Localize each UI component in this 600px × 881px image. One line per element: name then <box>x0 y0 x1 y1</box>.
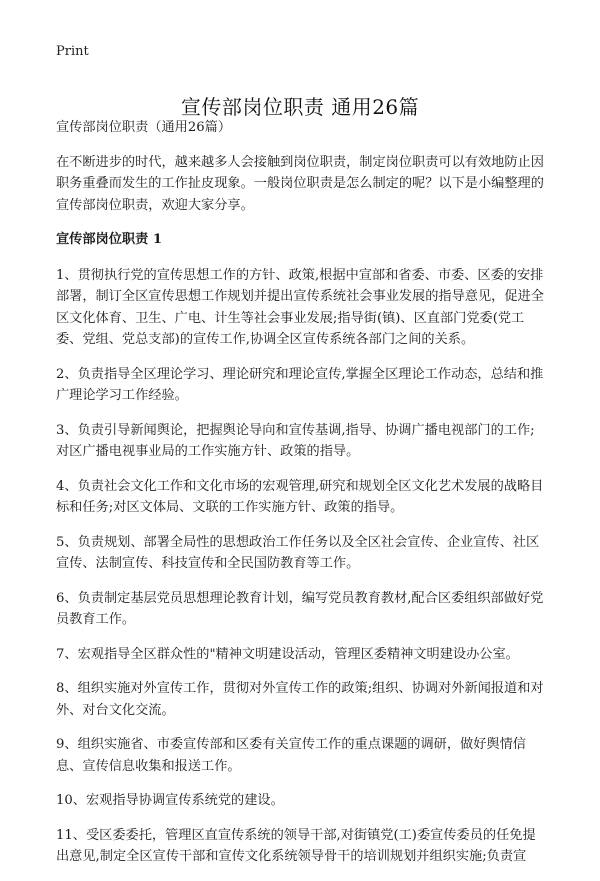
document-subtitle: 宣传部岗位职责（通用26篇） <box>56 120 232 135</box>
duty-item-10: 10、宏观指导协调宣传系统党的建设。 <box>56 793 284 808</box>
duty-item-3: 3、负责引导新闻舆论，把握舆论导向和宣传基调,指导、协调广播电视部门的工作;对区广播电视事业局的工作实施方针、政策的指导。 <box>56 422 535 459</box>
section-heading: 宣传部岗位职责 1 <box>56 232 163 247</box>
print-label: Print <box>56 44 89 59</box>
duty-item-6: 6、负责制定基层党员思想理论教育计划，编写党员教育教材,配合区委组织部做好党员教育工作。 <box>56 590 544 627</box>
document-body <box>56 117 546 881</box>
duty-item-4: 4、负责社会文化工作和文化市场的宏观管理,研究和规划全区文化艺术发展的战略目标和任务;对区文体局、文联的工作实施方针、政策的指导。 <box>56 478 544 515</box>
duty-item-8: 8、组织实施对外宣传工作，贯彻对外宣传工作的政策;组织、协调对外新闻报道和对外、对台文化交流。 <box>56 681 544 718</box>
duty-item-1: 1、贯彻执行党的宣传思想工作的方针、政策,根据中宣部和省委、市委、区委的安排部署，制订全区宣传思想工作规划并提出宣传系统社会事业发展的指导意见，促进全区文化体育、卫生、广电、计生等社会事业发展;指导街(镇)、区直部门党委(党工委、党组、党总支部)的宣传工作,协调全区宣传系统各部门之间的关系。 <box>56 267 544 347</box>
intro-paragraph: 在不断进步的时代，越来越多人会接触到岗位职责，制定岗位职责可以有效地防止因职务重叠而发生的工作扯皮现象。一般岗位职责是怎么制定的呢？以下是小编整理的宣传部岗位职责，欢迎大家分享。 <box>56 154 544 213</box>
page-title: 宣传部岗位职责 通用26篇 <box>180 95 420 120</box>
duty-item-11: 11、受区委委托，管理区直宣传系统的领导干部,对街镇党(工)委宣传委员的任免提出意见,制定全区宣传干部和宣传文化系统领导骨干的培训规划并组织实施;负责宣 <box>56 827 536 864</box>
duty-item-7: 7、宏观指导全区群众性的"精神文明建设活动，管理区委精神文明建设办公室。 <box>56 646 519 662</box>
duty-item-9: 9、组织实施省、市委宣传部和区委有关宣传工作的重点课题的调研，做好舆情信息、宣传信息收集和报送工作。 <box>56 737 526 774</box>
duty-item-2: 2、负责指导全区理论学习、理论研究和理论宣传,掌握全区理论工作动态，总结和推广理论学习工作经验。 <box>56 366 544 403</box>
duty-item-5: 5、负责规划、部署全局性的思想政治工作任务以及全区社会宣传、企业宣传、社区宣传、法制宣传、科技宣传和全民国防教育等工作。 <box>56 534 540 571</box>
